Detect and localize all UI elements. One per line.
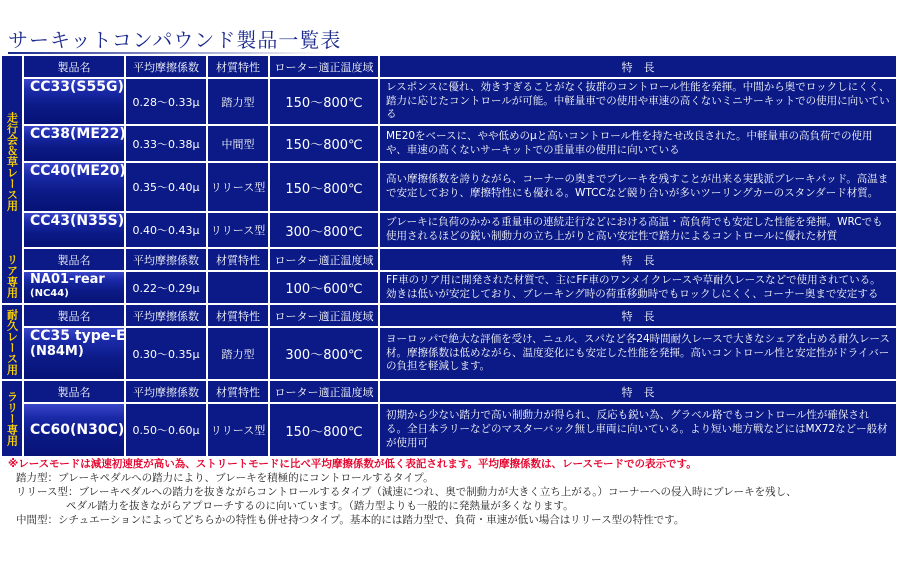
rotor-temp-range: 150〜800℃: [270, 404, 378, 456]
header-friction: 平均摩擦係数: [126, 249, 206, 270]
product-name[interactable]: CC38(ME22): [24, 126, 124, 161]
friction-value: 0.30〜0.35μ: [126, 328, 206, 379]
table-header-row: [22, 249, 896, 270]
footnote-intermediate-type: 中間型：シチュエーションによってどちらかの特性も併せ持つタイプ。基本的には踏力型で、負荷・車速が低い場合はリリース型の特性です。: [16, 514, 685, 526]
material-type: [208, 272, 268, 303]
header-features: 特 長: [380, 249, 896, 270]
rotor-temp-range: 150〜800℃: [270, 163, 378, 211]
header-friction: 平均摩擦係数: [126, 305, 206, 326]
header-features: 特 長: [380, 56, 896, 77]
friction-value: 0.40〜0.43μ: [126, 213, 206, 247]
product-name[interactable]: CC40(ME20): [24, 163, 124, 211]
table-row: [22, 79, 896, 124]
table-header-row: [22, 56, 896, 77]
feature-description: ヨーロッパで絶大な評価を受け、ニュル、スパなど各24時間耐久レースで大きなシェアを占める耐久レース材。摩擦係数は低めながら、温度変化にも安定した性能を発揮。高いコントロール性と安定性がドライバーの負担を軽減します。: [380, 328, 896, 379]
header-material: 材質特性: [208, 56, 268, 77]
product-name[interactable]: CC43(N35S): [24, 213, 124, 247]
header-product-name: 製品名: [24, 56, 124, 77]
header-features: 特 長: [380, 305, 896, 326]
table-row: [22, 272, 896, 303]
rotor-temp-range: 150〜800℃: [270, 79, 378, 124]
table-row: [22, 404, 896, 456]
material-type: 踏力型: [208, 328, 268, 379]
table-row: [22, 126, 896, 161]
footnote-race-mode: ※レースモードは減速初速度が高い為、ストリートモードに比べ平均摩擦係数が低く表記されます。平均摩擦係数は、レースモードでの表示です。: [8, 458, 697, 470]
product-code: (NC44): [30, 288, 69, 299]
table-row: [22, 328, 896, 379]
product-code: (N84M): [30, 344, 84, 359]
header-material: 材質特性: [208, 305, 268, 326]
header-features: 特 長: [380, 381, 896, 402]
rotor-temp-range: 300〜800℃: [270, 213, 378, 247]
table-row: [22, 163, 896, 211]
rotor-temp-range: 100〜600℃: [270, 272, 378, 303]
material-type: リリース型: [208, 404, 268, 456]
footnote-pedal-force-type: 踏力型：ブレーキペダルへの踏力により、ブレーキを積極的にコントロールするタイプ。: [16, 472, 434, 484]
friction-value: 0.33〜0.38μ: [126, 126, 206, 161]
footnote-release-type: リリース型：ブレーキペダルへの踏力を抜きながらコントロールするタイプ（減速につれ、奥で制動力が大きく立ち上がる。）コーナーへの侵入時にブレーキを残し、: [16, 486, 797, 498]
feature-description: FF車のリア用に開発された材質で、主にFF車のワンメイクレースや草耐久レースなどで使用されている。効きは低いが安定しており、ブレーキング時の荷重移動時でもロックしにくく、コーナー奥まで安定する: [380, 272, 896, 303]
friction-value: 0.50〜0.60μ: [126, 404, 206, 456]
rotor-temp-range: 150〜800℃: [270, 126, 378, 161]
footnote-release-type-cont: ペダル踏力を抜きながらアプローチするのに向いています。（踏力型よりも一般的に発熱量が多くなります。: [66, 500, 574, 512]
header-product-name: 製品名: [24, 381, 124, 402]
header-rotor-temp: ローター適正温度域: [270, 381, 378, 402]
page-title: サーキットコンパウンド製品一覧表: [8, 28, 342, 52]
title-underline: [8, 52, 328, 54]
friction-value: 0.22〜0.29μ: [126, 272, 206, 303]
header-friction: 平均摩擦係数: [126, 56, 206, 77]
header-product-name: 製品名: [24, 305, 124, 326]
category-label-circuit: 走行会＆草レース用: [2, 56, 22, 267]
material-type: リリース型: [208, 163, 268, 211]
header-friction: 平均摩擦係数: [126, 381, 206, 402]
feature-description: レスポンスに優れ、効きすぎることがなく抜群のコントロール性能を発揮。中間から奥でロックしにくく、踏力に応じたコントロールが可能。中軽量車での使用や車速の高くないミニサーキットでの使用に向いている: [380, 79, 896, 124]
product-name[interactable]: CC33(S55G): [24, 79, 124, 124]
table-header-row: [22, 381, 896, 402]
header-material: 材質特性: [208, 249, 268, 270]
rotor-temp-range: 300〜800℃: [270, 328, 378, 379]
feature-description: ME20をベースに、やや低めのμと高いコントロール性を持たせ改良された。中軽量車の高負荷での使用や、車速の高くないサーキットでの重量車の使用に向いている: [380, 126, 896, 161]
feature-description: 高い摩擦係数を誇りながら、コーナーの奥までブレーキを残すことが出来る実践派ブレーキパッド。高温まで安定しており、摩擦特性にも優れる。WTCCなど競り合いが多いツーリングカーのスタンダード材質。: [380, 163, 896, 211]
product-name[interactable]: NA01-rear (NC44): [24, 272, 124, 303]
header-material: 材質特性: [208, 381, 268, 402]
table-header-row: [22, 305, 896, 326]
header-rotor-temp: ローター適正温度域: [270, 305, 378, 326]
category-label-endurance: 耐久レース用: [2, 305, 22, 379]
category-label-rally: ラリー専用: [2, 381, 22, 456]
product-name[interactable]: CC35 type-E (N84M): [24, 328, 124, 379]
material-type: リリース型: [208, 213, 268, 247]
header-product-name: 製品名: [24, 249, 124, 270]
product-name[interactable]: CC60(N30C): [24, 404, 124, 456]
friction-value: 0.35〜0.40μ: [126, 163, 206, 211]
category-label-rear: リア専用: [2, 249, 22, 303]
friction-value: 0.28〜0.33μ: [126, 79, 206, 124]
header-rotor-temp: ローター適正温度域: [270, 249, 378, 270]
feature-description: ブレーキに負荷のかかる重量車の連続走行などにおける高温・高負荷でも安定した性能を発揮。WRCでも使用されるほどの鋭い制動力の立ち上がりと高い安定性で踏力によるコントロールに優れた材質: [380, 213, 896, 247]
feature-description: 初期から少ない踏力で高い制動力が得られ、反応も鋭い為、グラベル路でもコントロール性が確保される。全日本ラリーなどのマスターバック無し車両に向いている。より短い地方戦などにはMX72などー般材が使用可: [380, 404, 896, 456]
header-rotor-temp: ローター適正温度域: [270, 56, 378, 77]
material-type: 中間型: [208, 126, 268, 161]
material-type: 踏力型: [208, 79, 268, 124]
table-row: [22, 213, 896, 247]
